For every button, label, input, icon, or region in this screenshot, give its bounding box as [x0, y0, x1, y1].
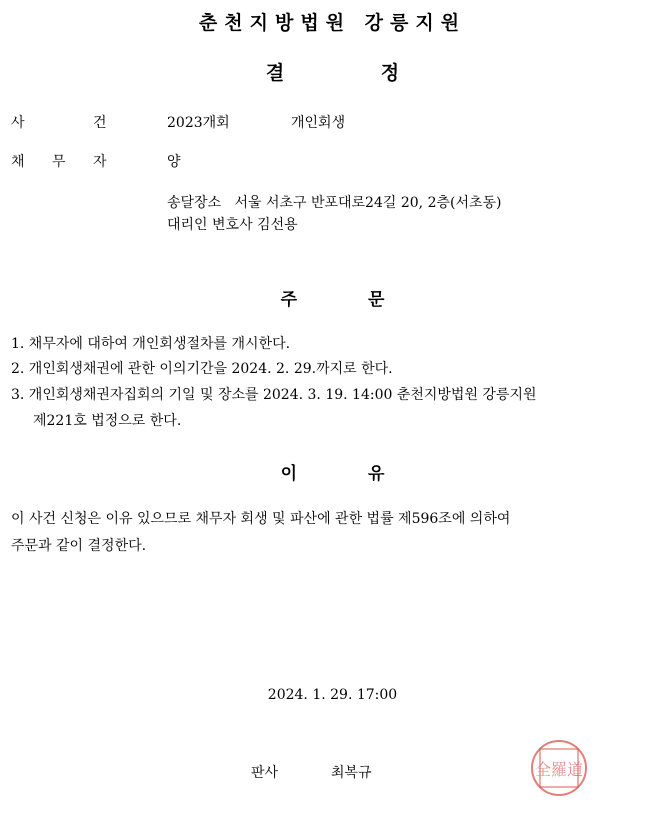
reason-heading: 이 유: [280, 464, 385, 484]
order-item: 1. 채무자에 대하여 개인회생절차를 개시한다.: [11, 336, 291, 352]
debtor-label-char-1: 채: [11, 154, 25, 170]
document-title: 결 정: [265, 62, 400, 84]
svg-text:全羅道: 全羅道: [534, 760, 584, 779]
service-address: 송달장소 서울 서초구 반포대로24길 20, 2층(서초동): [167, 195, 502, 211]
case-type: 개인회생: [291, 115, 346, 131]
reason-text-line: 주문과 같이 결정한다.: [11, 538, 147, 554]
debtor-name: 양: [167, 154, 181, 170]
order-item-continuation: 제221호 법정으로 한다.: [33, 413, 182, 429]
attorney-agent: 대리인 변호사 김선용: [167, 217, 298, 233]
case-label-char-2: 건: [93, 115, 107, 131]
court-name: 춘천지방법원 강릉지원: [198, 12, 467, 34]
case-label-char-1: 사: [11, 115, 25, 131]
judge-title: 판사: [251, 765, 279, 781]
decision-date: 2024. 1. 29. 17:00: [267, 687, 398, 703]
debtor-label-char-2: 무: [52, 154, 66, 170]
debtor-label: [11, 151, 107, 171]
debtor-label-char-3: 자: [93, 154, 107, 170]
order-item: 3. 개인회생채권자집회의 기일 및 장소를 2024. 3. 19. 14:00 춘천지방법원 강릉지원: [11, 387, 537, 403]
case-number: 2023개회: [167, 115, 230, 131]
case-label: [11, 112, 107, 132]
reason-text-line: 이 사건 신청은 이유 있으므로 채무자 회생 및 파산에 관한 법률 제596조에 의하여: [11, 511, 511, 527]
order-item: 2. 개인회생채권에 관한 이의기간을 2024. 2. 29.까지로 한다.: [11, 361, 393, 377]
order-heading: 주 문: [280, 290, 385, 310]
court-seal-stamp: [529, 738, 589, 798]
judge-name: 최복규: [331, 765, 372, 781]
